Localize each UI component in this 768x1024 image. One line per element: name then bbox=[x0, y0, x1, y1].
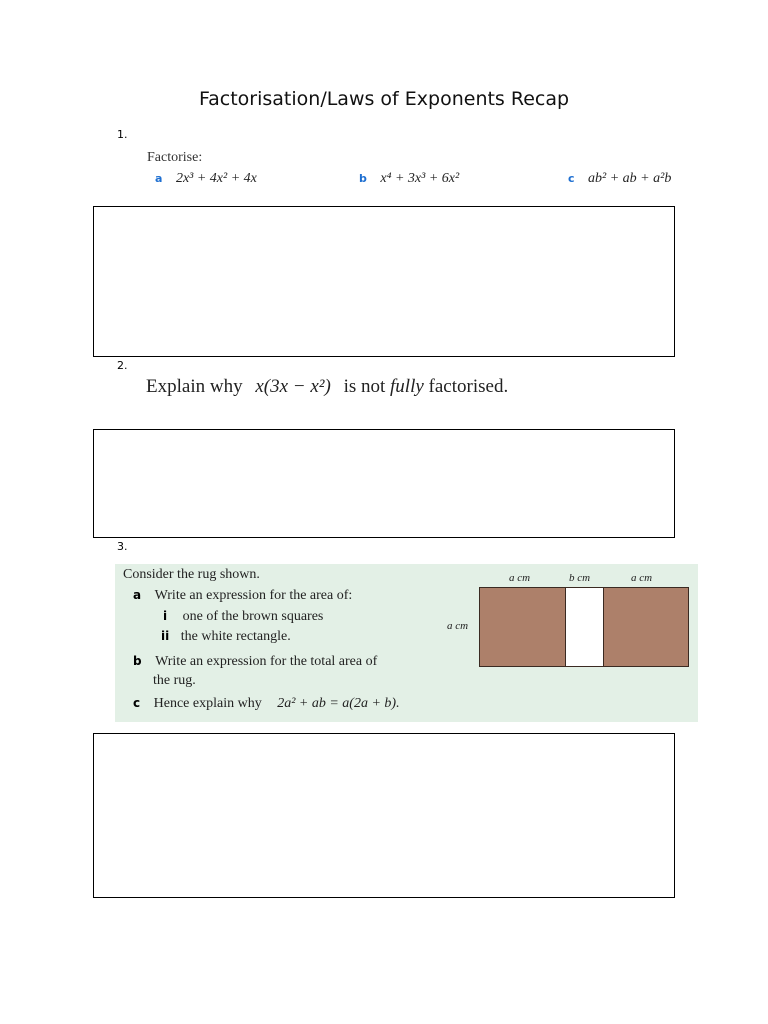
part-letter-c: c bbox=[568, 172, 575, 185]
part-letter-i: i bbox=[163, 609, 168, 623]
page-title: Factorisation/Laws of Exponents Recap bbox=[198, 88, 570, 110]
rug-brown-square-left bbox=[479, 587, 566, 667]
question-2-text-before: Explain why bbox=[146, 376, 243, 397]
part-c-expression: ab² + ab + a²b bbox=[588, 171, 672, 186]
question-3-part-b bbox=[133, 654, 377, 670]
question-1-number: 1. bbox=[117, 128, 128, 141]
question-2-is-not: is not bbox=[343, 376, 386, 397]
question-1-part-b bbox=[359, 171, 459, 187]
question-3-part-a bbox=[133, 588, 352, 604]
part-b-expression: x⁴ + 3x³ + 6x² bbox=[380, 171, 460, 186]
rug-brown-square-right bbox=[603, 587, 689, 667]
part-letter-b: b bbox=[359, 172, 367, 185]
part-letter-a: a bbox=[133, 588, 142, 602]
answer-box-3[interactable] bbox=[93, 733, 675, 898]
part-a-ii-text: the white rectangle. bbox=[180, 629, 291, 644]
part-letter-c: c bbox=[133, 696, 141, 710]
rug-white-rectangle bbox=[565, 587, 604, 667]
part-a-text: Write an expression for the area of: bbox=[154, 588, 353, 603]
answer-box-2[interactable] bbox=[93, 429, 675, 538]
question-2-text-after: factorised. bbox=[428, 376, 509, 397]
answer-box-1[interactable] bbox=[93, 206, 675, 357]
question-2-prompt bbox=[146, 376, 508, 398]
question-2-number: 2. bbox=[117, 359, 128, 372]
question-1-part-c bbox=[568, 171, 671, 187]
part-letter-ii: ii bbox=[161, 629, 170, 643]
part-a-i-text: one of the brown squares bbox=[182, 609, 324, 624]
question-3-part-c bbox=[133, 696, 400, 712]
question-2-emphasis: fully bbox=[390, 376, 424, 397]
question-3-part-a-ii bbox=[161, 629, 291, 645]
part-b-text-line1: Write an expression for the total area of bbox=[155, 654, 378, 669]
dimension-label-right: a cm bbox=[631, 572, 653, 584]
part-c-expression: 2a² + ab = a(2a + b). bbox=[277, 696, 400, 711]
question-1-prompt bbox=[145, 148, 700, 192]
question-3-panel bbox=[115, 564, 698, 722]
question-2-expression: x(3x − x²) bbox=[255, 376, 331, 397]
dimension-label-middle: b cm bbox=[569, 572, 591, 584]
question-1-lead: Factorise: bbox=[147, 150, 203, 165]
question-3-part-a-i bbox=[163, 609, 323, 625]
part-letter-b: b bbox=[133, 654, 142, 668]
question-3-number: 3. bbox=[117, 540, 128, 553]
question-3-intro: Consider the rug shown. bbox=[123, 567, 260, 582]
question-1-part-a bbox=[155, 171, 257, 187]
question-3-part-b-line2: the rug. bbox=[153, 673, 196, 688]
dimension-label-left: a cm bbox=[509, 572, 531, 584]
part-c-text: Hence explain why bbox=[153, 696, 262, 711]
part-letter-a: a bbox=[155, 172, 163, 185]
part-a-expression: 2x³ + 4x² + 4x bbox=[175, 171, 257, 186]
dimension-label-side: a cm bbox=[447, 620, 469, 632]
